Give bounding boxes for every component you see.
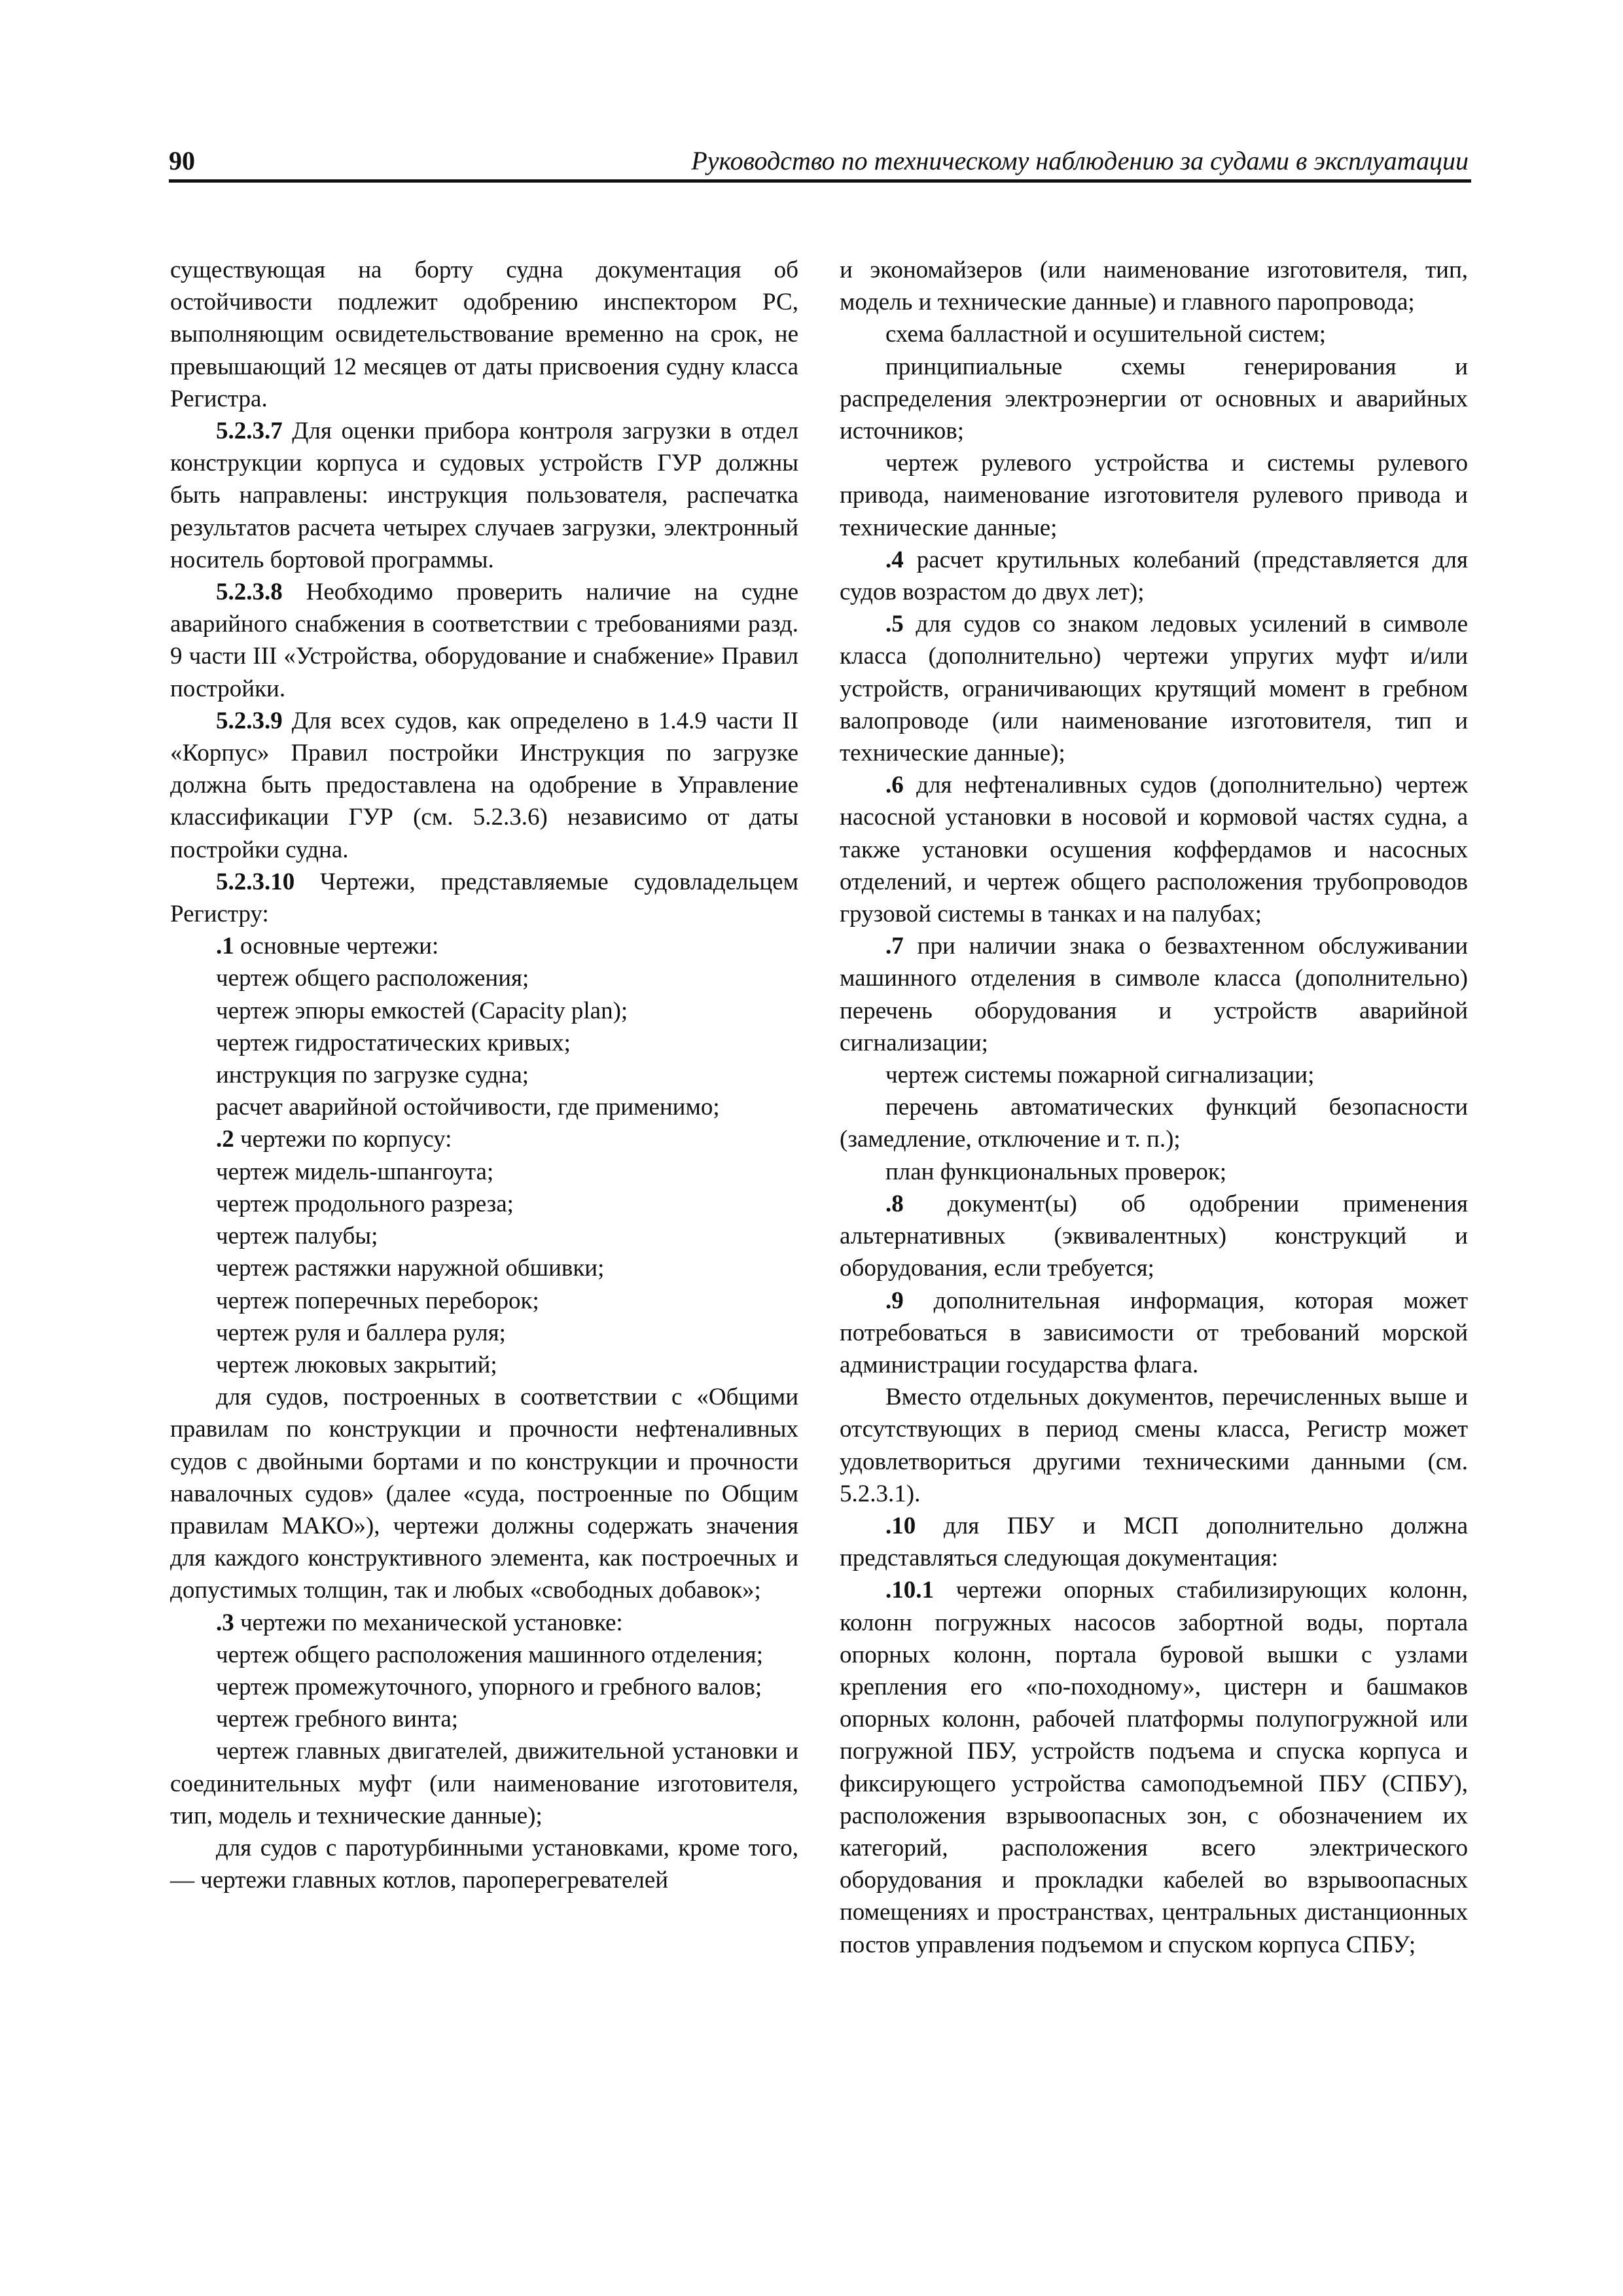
item-number: .4: [885, 546, 904, 573]
item-text: дополнительная информация, которая может потребоваться в зависимости от требований морской администрации государства флага.: [840, 1287, 1468, 1378]
clause-text: Для всех судов, как определено в 1.4.9 части II «Корпус» Правил постройки Инструкция по загрузке должна быть предоставлена на одобрение в Управление классификации ГУР (см. 5.2.3.6) независимо от даты постройки судна.: [170, 707, 798, 863]
paragraph: [170, 415, 798, 576]
item-number: .6: [885, 772, 904, 799]
list-item: чертеж промежуточного, упорного и гребного валов;: [216, 1673, 762, 1700]
item-text: для нефтеналивных судов (дополнительно) чертеж насосной установки в носовой и кормовой частях судна, а также установки осушения коффердамов и насосных отделений, и чертеж общего расположения трубопроводов грузовой системы в танках и на палубах;: [840, 772, 1468, 928]
paragraph: [840, 769, 1468, 930]
item-number: .2: [216, 1126, 234, 1153]
item-text: для судов со знаком ледовых усилений в символе класса (дополнительно) чертежи упругих муфт и/или устройств, ограничивающих крутящий момент в гребном валопроводе (или наименование изготовителя, тип и технические данные);: [840, 611, 1468, 767]
page-header: [169, 143, 1471, 183]
list-item: чертеж руля и баллера руля;: [216, 1319, 506, 1346]
paragraph: [170, 576, 798, 705]
list-item: чертеж растяжки наружной обшивки;: [216, 1255, 605, 1282]
paragraph: перечень автоматических функций безопасности (замедление, отключение и т. п.);: [840, 1094, 1468, 1153]
paragraph: план функциональных проверок;: [885, 1158, 1227, 1185]
list-item: для судов с паротурбинными установками, кроме того, — чертежи главных котлов, пароперегревателей: [170, 1834, 798, 1894]
left-column: [170, 254, 798, 1896]
item-text: основные чертежи:: [234, 933, 439, 960]
paragraph: чертеж рулевого устройства и системы рулевого привода, наименование изготовителя рулевого привода и технические данные;: [840, 450, 1468, 541]
list-item: расчет аварийной остойчивости, где применимо;: [216, 1094, 720, 1121]
item-text: документ(ы) об одобрении применения альтернативных (эквивалентных) конструкций и оборудования, если требуется;: [840, 1190, 1468, 1282]
paragraph: [840, 1188, 1468, 1285]
item-number: .9: [885, 1287, 904, 1314]
running-title: Руководство по техническому наблюдению за судами в эксплуатации: [691, 146, 1469, 175]
clause-text: Необходимо проверить наличие на судне аварийного снабжения в соответствии с требованиями разд. 9 части III «Устройства, оборудование и снабжение» Правил постройки.: [170, 579, 798, 702]
clause-text: Чертежи, представляемые судовладельцем Регистру:: [170, 868, 798, 928]
list-heading: [170, 1123, 798, 1155]
paragraph: [840, 1574, 1468, 1960]
list-heading: [170, 930, 798, 962]
paragraph: [840, 1510, 1468, 1574]
list-item: чертеж главных двигателей, движительной установки и соединительных муфт (или наименование изготовителя, тип, модель и технические данные);: [170, 1738, 798, 1829]
list-item: чертеж эпюры емкостей (Capacity plan);: [216, 997, 628, 1024]
item-number: .3: [216, 1609, 234, 1636]
list-item: чертеж общего расположения;: [216, 965, 529, 992]
clause-number: 5.2.3.7: [216, 418, 283, 445]
item-text: чертежи по механической установке:: [234, 1609, 623, 1636]
page-number: 90: [169, 146, 195, 175]
item-text: для ПБУ и МСП дополнительно должна представляться следующая документация:: [840, 1512, 1468, 1572]
item-number: .10.1: [885, 1577, 934, 1604]
paragraph: существующая на борту судна документация об остойчивости подлежит одобрению инспектором РС, выполняющим освидетельствование временно на срок, не превышающий 12 месяцев от даты присвоения судну класса Регистра.: [170, 257, 798, 412]
paragraph: для судов, построенных в соответствии с «Общими правилам по конструкции и прочности нефтеналивных судов с двойными бортами и по конструкции и прочности навалочных судов» (далее «суда, построенные по Общим правилам МАКО»), чертежи должны содержать значения для каждого конструктивного элемента, как построечных и допустимых толщин, так и любых «свободных добавок»;: [170, 1384, 798, 1604]
list-item: чертеж продольного разреза;: [216, 1190, 514, 1217]
list-item: инструкция по загрузке судна;: [216, 1062, 529, 1089]
item-number: .7: [885, 933, 904, 960]
list-item: чертеж гребного винта;: [216, 1706, 459, 1733]
paragraph: [840, 930, 1468, 1059]
paragraph: [170, 705, 798, 866]
list-heading: [170, 1607, 798, 1639]
item-text: чертежи опорных стабилизирующих колонн, колонн погружных насосов забортной воды, портала опорных колонн, портала буровой вышки с узлами крепления его «по-походному», цистерн и башмаков опорных колонн, рабочей платформы полупогружной или погружной ПБУ, устройств подъема и спуска корпуса и фиксирующего устройства самоподъемной ПБУ (СПБУ), расположения взрывоопасных зон, с обозначением их категорий, расположения всего электрического оборудования и прокладки кабелей во взрывоопасных помещениях и пространствах, центральных дистанционных постов управления подъемом и спуском корпуса СПБУ;: [840, 1577, 1468, 1958]
item-text: при наличии знака о безвахтенном обслуживании машинного отделения в символе класса (дополнительно) перечень оборудования и устройств аварийной сигнализации;: [840, 933, 1468, 1056]
list-item: чертеж поперечных переборок;: [216, 1287, 539, 1314]
item-number: .8: [885, 1190, 904, 1217]
paragraph: [840, 1285, 1468, 1382]
list-item: чертеж мидель-шпангоута;: [216, 1158, 494, 1185]
paragraph: [840, 544, 1468, 608]
item-number: .5: [885, 611, 904, 638]
paragraph: принципиальные схемы генерирования и распределения электроэнергии от основных и аварийных источников;: [840, 353, 1468, 445]
paragraph: Вместо отдельных документов, перечисленных выше и отсутствующих в период смены класса, Регистр может удовлетвориться другими техническими данными (см. 5.2.3.1).: [840, 1384, 1468, 1507]
item-number: .10: [885, 1512, 916, 1539]
list-item: чертеж гидростатических кривых;: [216, 1029, 571, 1056]
paragraph: схема балластной и осушительной систем;: [885, 321, 1327, 348]
item-text: расчет крутильных колебаний (представляется для судов возрастом до двух лет);: [840, 546, 1468, 606]
clause-number: 5.2.3.10: [216, 868, 295, 895]
clause-number: 5.2.3.8: [216, 579, 283, 606]
item-number: .1: [216, 933, 234, 960]
clause-text: Для оценки прибора контроля загрузки в отдел конструкции корпуса и судовых устройств ГУР должны быть направлены: инструкция пользователя, распечатка результатов расчета четырех случаев загрузки, электронный носитель бортовой программы.: [170, 418, 798, 573]
list-item: чертеж люковых закрытий;: [216, 1351, 497, 1378]
paragraph: чертеж системы пожарной сигнализации;: [885, 1062, 1315, 1089]
right-column: [840, 254, 1468, 1961]
item-text: чертежи по корпусу:: [234, 1126, 452, 1153]
list-item: чертеж общего расположения машинного отделения;: [216, 1641, 763, 1668]
paragraph: [170, 866, 798, 930]
clause-number: 5.2.3.9: [216, 707, 283, 734]
paragraph: и экономайзеров (или наименование изготовителя, тип, модель и технические данные) и главного паропровода;: [840, 257, 1468, 316]
paragraph: [840, 608, 1468, 769]
list-item: чертеж палубы;: [216, 1223, 378, 1250]
